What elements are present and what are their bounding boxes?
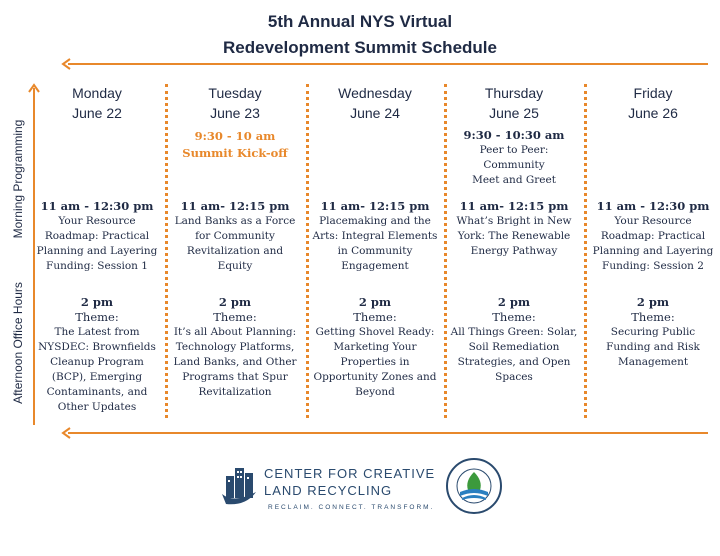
session-desc-line: Meet and Greet [472,174,556,186]
midday-session [589,199,717,274]
column-divider [306,84,309,418]
session-time: 9:30 - 10 am [194,129,276,143]
org-name-line-2: LAND RECYCLING [264,483,393,498]
epa-seal-icon [446,458,502,514]
session-time: 2 pm [497,295,531,309]
session-desc-line: Planning and Layering [36,245,158,257]
session-desc-line: Your Resource [614,215,692,227]
session-desc-line: Your Resource [58,215,136,227]
afternoon-session [311,295,439,400]
session-desc-line: York: The Renewable [457,230,571,242]
session-desc-line: Planning and Layering [592,245,714,257]
session-desc-line: Beyond [355,386,395,398]
session-desc-line: Getting Shovel Ready: [315,326,435,338]
session-time: 11 am - 12:30 pm [40,199,154,213]
session-theme: Theme: [75,310,119,324]
morning-programming-label: Morning Programming [11,119,25,239]
session-theme: Theme: [213,310,257,324]
session-time: 11 am - 12:30 pm [596,199,710,213]
session-desc-line: Placemaking and the [319,215,431,227]
session-desc-line: Technology Platforms, [175,341,295,353]
session-desc-line: What’s Bright in New [456,215,572,227]
session-desc-line: It’s all About Planning: [173,326,297,338]
session-time: 2 pm [636,295,670,309]
session-desc-line: All Things Green: Solar, [450,326,578,338]
session-theme: Theme: [492,310,536,324]
afternoon-session [450,295,578,385]
title-line-1: 5th Annual NYS Virtual [267,12,453,31]
day-date: June 24 [350,105,400,121]
session-desc-line: Funding: Session 2 [602,260,704,272]
title-line-2: Redevelopment Summit Schedule [223,38,497,57]
cclr-logo [222,462,437,518]
afternoon-office-hours-label: Afternoon Office Hours [11,282,25,404]
session-desc-line: (BCP), Emerging [51,371,143,383]
session-desc-line: Programs that Spur [182,371,288,383]
org-tagline: RECLAIM. CONNECT. TRANSFORM. [268,504,435,511]
session-desc-line: NYSDEC: Brownfields [38,341,156,353]
session-desc-line: Engagement [341,260,409,272]
session-desc-line: Other Updates [57,401,137,413]
day-header [310,83,440,123]
session-desc-line: Arts: Integral Elements [312,230,438,242]
midday-session [171,199,299,274]
day-header [170,83,300,123]
session-theme: Theme: [353,310,397,324]
session-desc-line: Revitalization [198,386,272,398]
day-date: June 25 [489,105,539,121]
day-name: Thursday [484,85,544,101]
afternoon-session [589,295,717,370]
day-name: Wednesday [338,85,412,101]
session-theme: Theme: [631,310,675,324]
day-name: Friday [633,85,673,101]
day-header [588,83,718,123]
session-time: 2 pm [358,295,392,309]
top-timeline-arrow [60,58,710,70]
column-divider [584,84,587,418]
city-skyline-icon [222,464,260,506]
midday-session [33,199,161,274]
session-desc-line: Marketing Your [333,341,417,353]
session-time: 2 pm [218,295,252,309]
session-time: 2 pm [80,295,114,309]
session-desc-line: Management [617,356,689,368]
bottom-timeline-arrow [60,427,710,439]
session-desc-line: Peer to Peer: Community [479,144,549,171]
midday-session [311,199,439,274]
day-date: June 26 [628,105,678,121]
session-desc-line: Revitalization and [186,245,284,257]
kickoff-session [171,128,299,162]
day-date: June 23 [210,105,260,121]
session-desc-line: Contaminants, and [46,386,148,398]
afternoon-session [33,295,161,415]
session-desc-line: Cleanup Program [50,356,144,368]
column-divider [165,84,168,418]
session-desc-line: Properties in [340,356,410,368]
session-desc-line: for Community [195,230,275,242]
session-desc-line: Land Banks as a Force [174,215,296,227]
session-desc-line: Securing Public [610,326,696,338]
kickoff-session [450,128,578,188]
session-desc-line: Land Banks, and Other [173,356,297,368]
session-desc-line: Roadmap: Practical [44,230,150,242]
session-desc-line: Funding: Session 1 [46,260,148,272]
afternoon-session [171,295,299,400]
day-date: June 22 [72,105,122,121]
org-name-line-1: CENTER FOR CREATIVE [264,466,436,481]
session-desc-line: Spaces [495,371,533,383]
day-header [449,83,579,123]
session-desc-line: Equity [217,260,253,272]
session-desc-line: Soil Remediation [468,341,560,353]
day-header [32,83,162,123]
session-time: 11 am- 12:15 pm [180,199,290,213]
session-desc-line: Funding and Risk [606,341,700,353]
column-divider [444,84,447,418]
session-desc-line: in Community [337,245,413,257]
session-desc-line: Energy Pathway [470,245,558,257]
day-name: Tuesday [208,85,262,101]
session-desc-line: Summit Kick-off [182,146,288,160]
midday-session [450,199,578,259]
epa-seal [446,458,502,514]
session-time: 9:30 - 10:30 am [463,128,565,142]
session-time: 11 am- 12:15 pm [320,199,430,213]
session-desc-line: Strategies, and Open [457,356,571,368]
session-desc-line: The Latest from [54,326,140,338]
session-time: 11 am- 12:15 pm [459,199,569,213]
session-desc-line: Opportunity Zones and [313,371,437,383]
session-desc-line: Roadmap: Practical [600,230,706,242]
day-name: Monday [72,85,122,101]
